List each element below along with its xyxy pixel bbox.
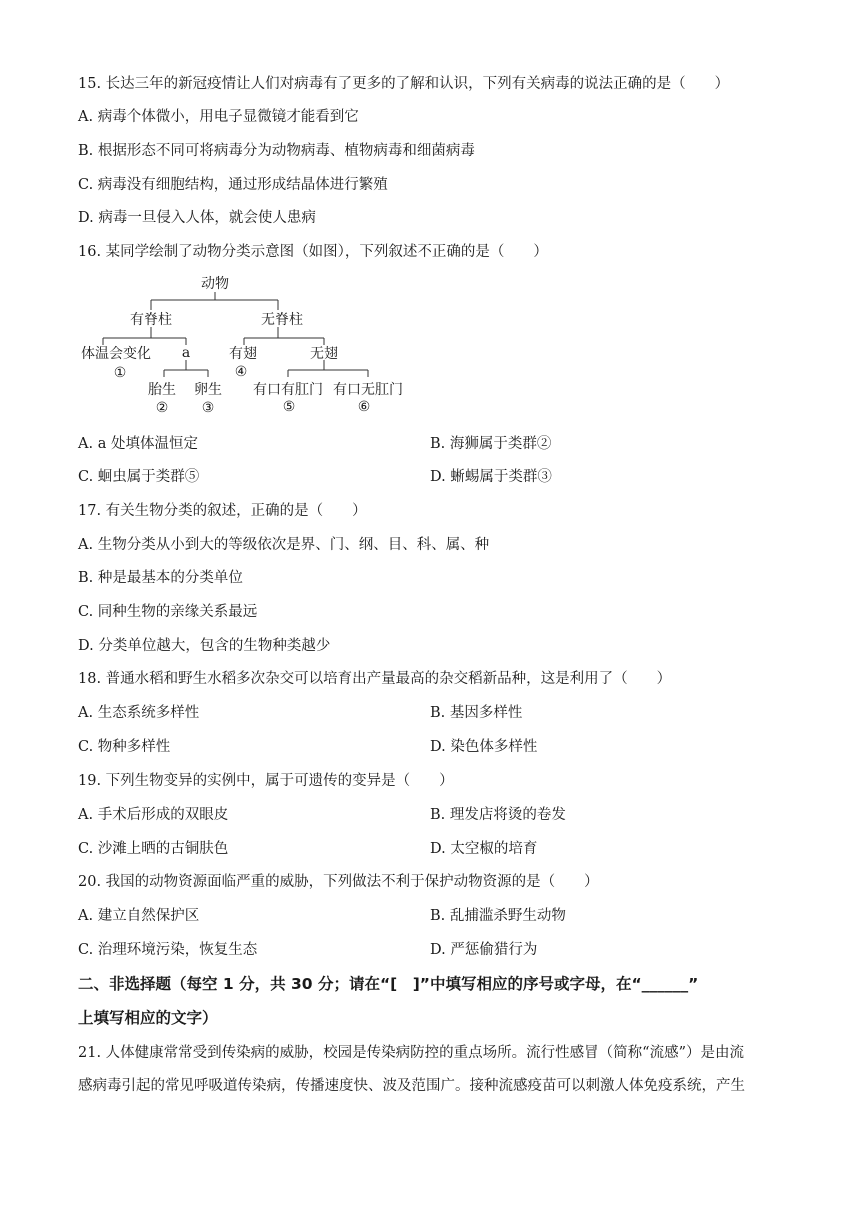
- q16-option-a: A. a 处填体温恒定: [78, 436, 198, 452]
- node-viviparous: 胎生: [148, 382, 176, 398]
- q17-option-c: C. 同种生物的亲缘关系最远: [78, 604, 258, 620]
- q17-option-b: B. 种是最基本的分类单位: [78, 570, 243, 586]
- q19-option-a: A. 手术后形成的双眼皮: [78, 807, 229, 823]
- node-num-3: ③: [201, 400, 215, 416]
- node-animal: 动物: [201, 276, 229, 292]
- node-temp-change: 体温会变化: [81, 346, 151, 362]
- q15-option-d: D. 病毒一旦侵入人体，就会使人患病: [78, 210, 316, 226]
- q19-option-c: C. 沙滩上晒的古铜肤色: [78, 841, 229, 857]
- node-num-6: ⑥: [357, 399, 371, 415]
- q16-option-b: B. 海狮属于类群②: [430, 436, 552, 452]
- q19-option-d: D. 太空椒的培育: [430, 841, 538, 857]
- q18-option-a: A. 生态系统多样性: [78, 705, 200, 721]
- node-vertebrate: 有脊柱: [130, 312, 172, 328]
- q17-option-a: A. 生物分类从小到大的等级依次是界、门、纲、目、科、属、种: [78, 537, 490, 553]
- q15-option-c: C. 病毒没有细胞结构，通过形成结晶体进行繁殖: [78, 177, 388, 193]
- node-mouth-anus: 有口有肛门: [253, 382, 323, 398]
- q20-option-a: A. 建立自然保护区: [78, 908, 200, 924]
- node-mouth-no-anus: 有口无肛门: [333, 382, 403, 398]
- q20-stem: 20. 我国的动物资源面临严重的威胁，下列做法不利于保护动物资源的是（ ）: [78, 874, 599, 890]
- q16-option-c: C. 蛔虫属于类群⑤: [78, 469, 200, 485]
- q16-stem: 16. 某同学绘制了动物分类示意图（如图），下列叙述不正确的是（ ）: [78, 244, 548, 260]
- q20-option-d: D. 严惩偷猎行为: [430, 942, 538, 958]
- q15-option-b: B. 根据形态不同可将病毒分为动物病毒、植物病毒和细菌病毒: [78, 143, 475, 159]
- node-no-wings: 无翅: [310, 346, 338, 362]
- q16-option-d: D. 蜥蜴属于类群③: [430, 469, 552, 485]
- node-a: a: [181, 345, 191, 361]
- node-num-4: ④: [234, 364, 248, 380]
- animal-classification-diagram: [78, 270, 438, 420]
- q21-text-line-1: 21. 人体健康常常受到传染病的威胁，校园是传染病防控的重点场所。流行性感冒（简称“流感”）是由流: [78, 1045, 744, 1061]
- node-invertebrate: 无脊柱: [261, 312, 303, 328]
- section-2-heading-cont: 上填写相应的文字）: [78, 1009, 218, 1027]
- q19-stem: 19. 下列生物变异的实例中，属于可遗传的变异是（ ）: [78, 773, 454, 789]
- q15-option-a: A. 病毒个体微小，用电子显微镜才能看到它: [78, 109, 359, 125]
- q15-stem: 15. 长达三年的新冠疫情让人们对病毒有了更多的了解和认识，下列有关病毒的说法正确的是（ ）: [78, 76, 730, 92]
- node-num-2: ②: [155, 400, 169, 416]
- node-num-5: ⑤: [282, 399, 296, 415]
- section-2-heading: 二、非选择题（每空 1 分，共 30 分；请在“[ ]”中填写相应的序号或字母，在“______”: [78, 975, 699, 993]
- q18-option-c: C. 物种多样性: [78, 739, 171, 755]
- node-oviparous: 卵生: [194, 382, 222, 398]
- q18-option-b: B. 基因多样性: [430, 705, 523, 721]
- q19-option-b: B. 理发店将烫的卷发: [430, 807, 566, 823]
- q21-text-line-2: 感病毒引起的常见呼吸道传染病，传播速度快、波及范围广。接种流感疫苗可以刺激人体免疫系统，产生: [78, 1078, 745, 1094]
- q18-option-d: D. 染色体多样性: [430, 739, 538, 755]
- node-num-1: ①: [113, 365, 127, 381]
- q20-option-c: C. 治理环境污染，恢复生态: [78, 942, 258, 958]
- q20-option-b: B. 乱捕滥杀野生动物: [430, 908, 566, 924]
- q17-option-d: D. 分类单位越大，包含的生物种类越少: [78, 638, 331, 654]
- node-wings: 有翅: [229, 346, 257, 362]
- q18-stem: 18. 普通水稻和野生水稻多次杂交可以培育出产量最高的杂交稻新品种，这是利用了（ ）: [78, 671, 672, 687]
- q17-stem: 17. 有关生物分类的叙述，正确的是（ ）: [78, 503, 367, 519]
